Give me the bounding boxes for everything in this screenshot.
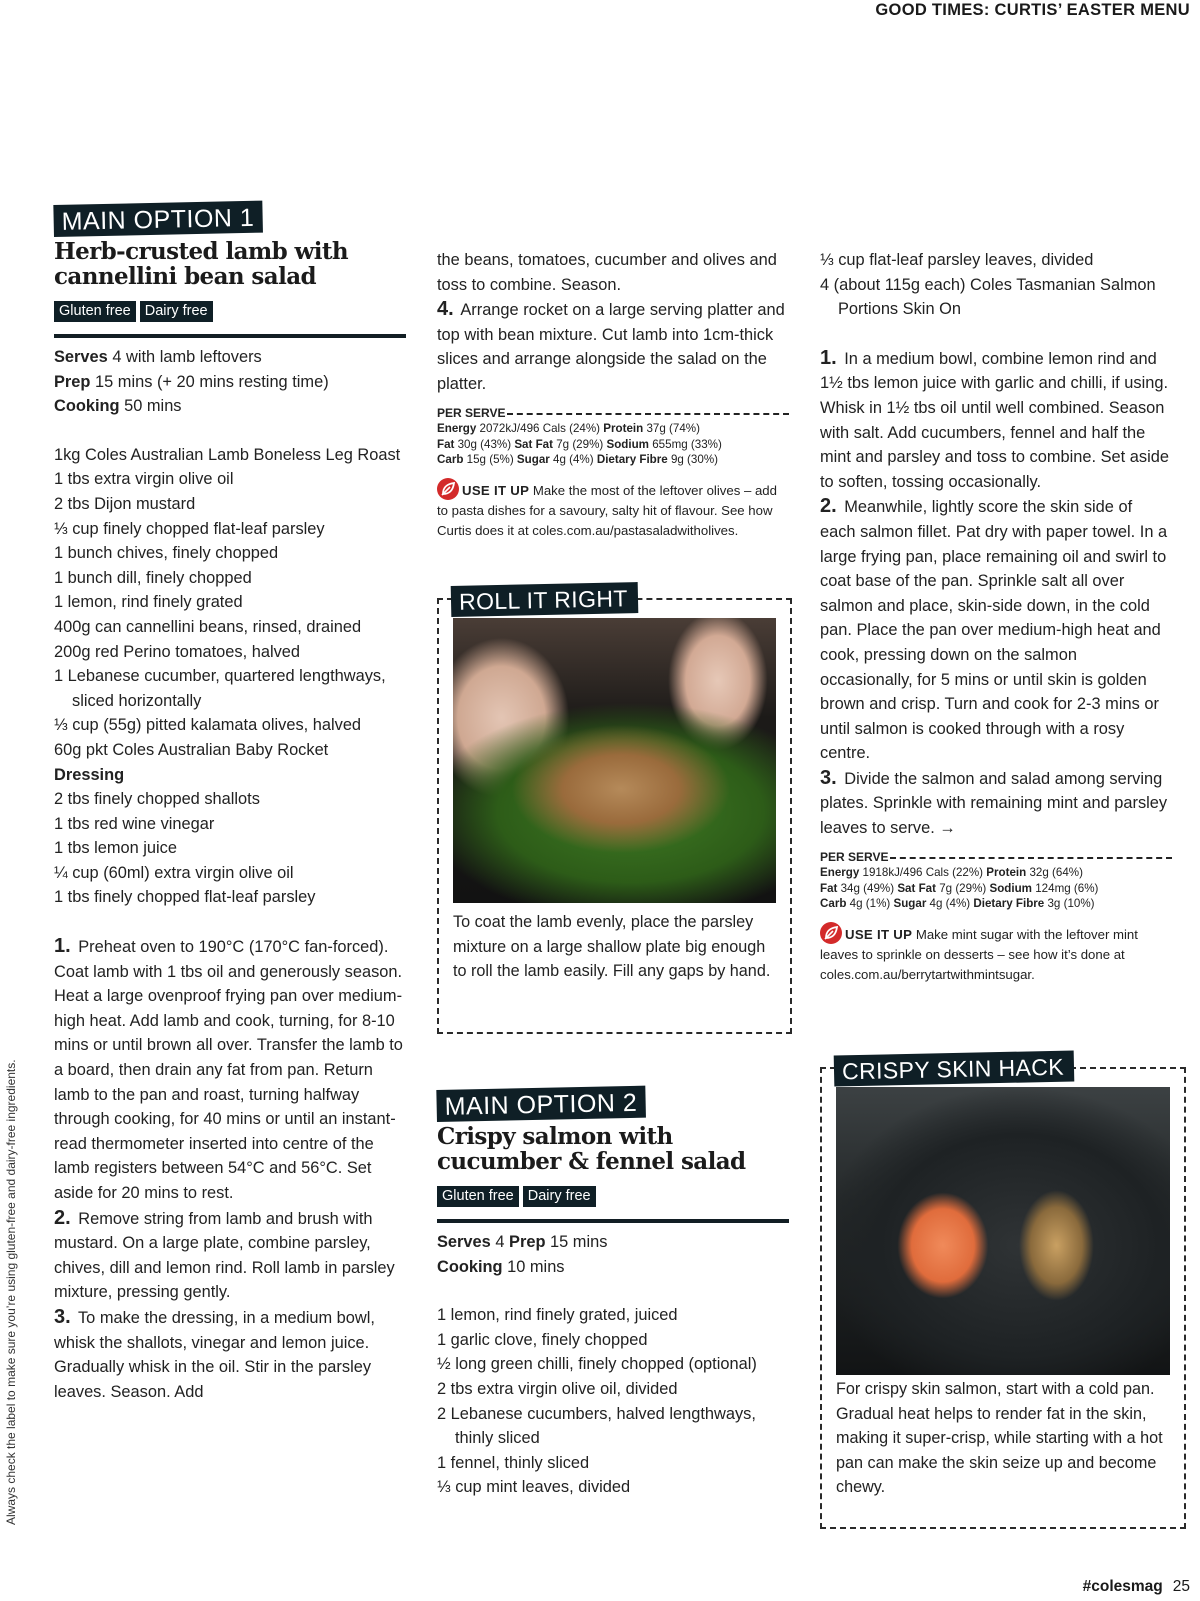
nutrition-line: Energy 1918kJ/496 Cals (22%) Protein 32g (64%) <box>820 866 1083 880</box>
method-step: 3. Divide the salmon and salad among serving plates. Sprinkle with remaining mint and parsley leaves to serve. → <box>820 766 1168 838</box>
crispy-skin-hack-tag: CRISPY SKIN HACK <box>834 1050 1075 1086</box>
middle-column <box>437 248 789 541</box>
use-it-up-text: Make the most of the leftover olives – add to pasta dishes for a savoury, salty hit of flavour. See how Curtis does it at coles.com.au/pastasaladwitholives. <box>437 482 777 538</box>
recipe2-badges <box>437 1186 789 1207</box>
recipe1-badges <box>54 301 406 322</box>
per-serve-heading: PER SERVE <box>820 849 889 864</box>
roll-it-right-text: To coat the lamb evenly, place the parsley mixture on a large shallow plate big enough to roll the lamb easily. Fill any gaps by hand. <box>453 913 771 980</box>
dashed-rule <box>507 413 789 415</box>
recipe1-ingredients <box>54 443 406 910</box>
recipe2-title-line1: Crispy salmon with <box>437 1123 673 1150</box>
dashed-rule <box>890 857 1172 859</box>
ingredient: 2 tbs extra virgin olive oil, divided <box>437 1379 678 1398</box>
recipe1-method-continued <box>437 248 789 397</box>
recipe2-header <box>437 1090 789 1500</box>
serves-prep-line: Serves 4 Prep 15 mins <box>437 1233 608 1251</box>
recipe1-nutrition <box>437 406 789 468</box>
method-step-continued: the beans, tomatoes, cucumber and olives and toss to combine. Season. <box>437 251 777 294</box>
method-step: 1. Preheat oven to 190°C (170°C fan-forced). Coat lamb with 1 tbs oil and generously season. Heat a large ovenproof frying pan over medium-high heat. Add lamb and cook, turning, for 8-10 mins or until brown all over. Transfer the lamb to a board, then drain any fat from pan. Return lamb to the pan and roast, turning halfway through cooking, for 40 mins or until an instant-read thermometer inserted into centre of the lamb registers between 54°C and 56°C. Set aside for 20 mins to rest. <box>54 935 403 1202</box>
recipe1-title-line2: cannellini bean salad <box>54 263 316 290</box>
ingredient: ⅓ cup mint leaves, divided <box>437 1478 631 1497</box>
page-footer <box>1083 1577 1190 1597</box>
dairy-free-badge: Dairy free <box>523 1186 596 1207</box>
dressing-ingredient: 1 tbs finely chopped flat-leaf parsley <box>54 888 316 907</box>
recipe1-option-tag: MAIN OPTION 1 <box>53 201 262 237</box>
ingredient: 1 lemon, rind finely grated <box>54 593 243 612</box>
recipe2-ingredients-continued <box>820 248 1172 322</box>
dressing-ingredient: 2 tbs finely chopped shallots <box>54 790 260 809</box>
ingredient: ⅓ cup (55g) pitted kalamata olives, halved <box>54 716 362 735</box>
page-number: 25 <box>1172 1578 1190 1595</box>
cooking-line: Cooking 50 mins <box>54 397 182 416</box>
ingredient: 1 garlic clove, finely chopped <box>437 1330 648 1349</box>
recipe2-option-tag: MAIN OPTION 2 <box>436 1086 645 1122</box>
ingredient: 1 bunch chives, finely chopped <box>54 544 279 563</box>
recipe1-method <box>54 934 406 1404</box>
recipe2-use-it-up <box>820 922 1172 985</box>
recipe1-title <box>54 239 406 289</box>
recipe2-ingredients <box>437 1303 789 1500</box>
ingredient: 1kg Coles Australian Lamb Boneless Leg Roast <box>54 445 401 464</box>
nutrition-line: Energy 2072kJ/496 Cals (24%) Protein 37g (74%) <box>437 422 700 436</box>
dressing-heading: Dressing <box>54 765 125 784</box>
gluten-free-badge: Gluten free <box>437 1186 519 1207</box>
ingredient: ½ long green chilli, finely chopped (optional) <box>437 1355 757 1374</box>
method-step: 3. To make the dressing, in a medium bowl, whisk the shallots, vinegar and lemon juice. Gradually whisk in the oil. Stir in the parsley leaves. Season. Add <box>54 1305 375 1401</box>
leaf-icon <box>820 922 842 944</box>
dietary-side-note: Always check the label to make sure you’re using gluten-free and dairy-free ingredients. <box>4 1059 18 1525</box>
hashtag: #colesmag <box>1082 1578 1163 1595</box>
method-step: 4. Arrange rocket on a large serving platter and top with bean mixture. Cut lamb into 1cm-thick slices and arrange alongside the salad on the platter. <box>437 298 785 393</box>
ingredient: 2 tbs Dijon mustard <box>54 494 196 513</box>
prep-line: Prep 15 mins (+ 20 mins resting time) <box>54 372 329 391</box>
nutrition-line: Fat 30g (43%) Sat Fat 7g (29%) Sodium 655mg (33%) <box>437 437 722 451</box>
recipe2-method <box>820 346 1172 841</box>
method-step: 2. Remove string from lamb and brush with mustard. On a large plate, combine parsley, chives, dill and lemon rind. Roll lamb in parsley mixture, pressing gently. <box>54 1206 395 1302</box>
salmon-pan-photo <box>836 1087 1170 1375</box>
recipe1-use-it-up <box>437 478 789 541</box>
dressing-ingredient: 1 tbs lemon juice <box>54 839 177 858</box>
dressing-ingredient: 1 tbs red wine vinegar <box>54 814 215 833</box>
ingredient: 1 lemon, rind finely grated, juiced <box>437 1306 678 1325</box>
title-rule <box>54 334 406 338</box>
crispy-skin-hack-text: For crispy skin salmon, start with a cold pan. Gradual heat helps to render fat in the skin, making it super-crisp, while starting with a hot pan can make the skin seize up and become chewy. <box>836 1380 1163 1496</box>
gluten-free-badge: Gluten free <box>54 301 136 322</box>
dressing-ingredient: ¼ cup (60ml) extra virgin olive oil <box>54 863 294 882</box>
ingredient: 1 Lebanese cucumber, quartered lengthways, sliced horizontally <box>54 667 386 710</box>
per-serve-heading: PER SERVE <box>437 405 506 420</box>
running-head: GOOD TIMES: CURTIS’ EASTER MENU <box>875 1 1190 19</box>
ingredient: 1 fennel, thinly sliced <box>437 1453 590 1472</box>
roll-it-right-tip <box>437 585 792 1034</box>
use-it-up-label: USE IT UP <box>462 482 530 498</box>
nutrition-line: Fat 34g (49%) Sat Fat 7g (29%) Sodium 124mg (6%) <box>820 881 1099 895</box>
title-rule <box>437 1219 789 1223</box>
recipe2-title <box>437 1124 789 1174</box>
use-it-up-label: USE IT UP <box>845 926 913 942</box>
ingredient: ⅓ cup flat-leaf parsley leaves, divided <box>820 251 1094 269</box>
recipe1-meta <box>54 345 406 419</box>
cooking-line: Cooking 10 mins <box>437 1257 565 1276</box>
roll-it-right-tag: ROLL IT RIGHT <box>451 582 638 617</box>
recipe2-title-line2: cucumber & fennel salad <box>437 1148 746 1175</box>
ingredient: 1 bunch dill, finely chopped <box>54 568 252 587</box>
recipe1-column <box>54 205 406 1404</box>
leaf-icon <box>437 478 459 500</box>
nutrition-line: Carb 15g (5%) Sugar 4g (4%) Dietary Fibre 9g (30%) <box>437 453 718 467</box>
continue-arrow-icon: → <box>939 819 956 838</box>
recipe1-title-line1: Herb-crusted lamb with <box>54 238 348 265</box>
dairy-free-badge: Dairy free <box>140 301 213 322</box>
ingredient: 200g red Perino tomatoes, halved <box>54 642 301 661</box>
nutrition-line: Carb 4g (1%) Sugar 4g (4%) Dietary Fibre 3g (10%) <box>820 897 1095 911</box>
crispy-skin-hack-tip <box>820 1053 1186 1529</box>
lamb-rolling-photo <box>453 618 776 903</box>
ingredient: ⅓ cup finely chopped flat-leaf parsley <box>54 519 325 538</box>
use-it-up-text: Make mint sugar with the leftover mint leaves to sprinkle on desserts – see how it’s done at coles.com.au/berrytartwithmintsugar. <box>820 926 1138 982</box>
recipe2-column <box>820 248 1172 985</box>
method-step: 2. Meanwhile, lightly score the skin side of each salmon fillet. Pat dry with paper towel. In a large frying pan, place remaining oil and swirl to coat base of the pan. Sprinkle salt all over salmon and place, skin-side down, in the cold pan. Place the pan over medium-high heat and cook, pressing down on the salmon occasionally, for 5 mins or until skin is golden brown and crisp. Turn and cook for 2-3 mins or until salmon is cooked through with a rosy centre. <box>820 495 1168 763</box>
recipe2-meta <box>437 1230 789 1279</box>
ingredient: 2 Lebanese cucumbers, halved lengthways, thinly sliced <box>437 1404 756 1448</box>
ingredient: 400g can cannellini beans, rinsed, drained <box>54 617 362 636</box>
recipe2-nutrition <box>820 850 1172 912</box>
ingredient: 4 (about 115g each) Coles Tasmanian Salmon Portions Skin On <box>820 275 1156 319</box>
ingredient: 60g pkt Coles Australian Baby Rocket <box>54 740 329 759</box>
serves-line: Serves 4 with lamb leftovers <box>54 348 262 366</box>
ingredient: 1 tbs extra virgin olive oil <box>54 470 234 489</box>
method-step: 1. In a medium bowl, combine lemon rind and 1½ tbs lemon juice with garlic and chilli, if using. Whisk in 1½ tbs oil until well combined. Season with salt. Add cucumbers, fennel and half the mint and parsley and toss to combine. Set aside to soften, tossing occasionally. <box>820 346 1169 491</box>
